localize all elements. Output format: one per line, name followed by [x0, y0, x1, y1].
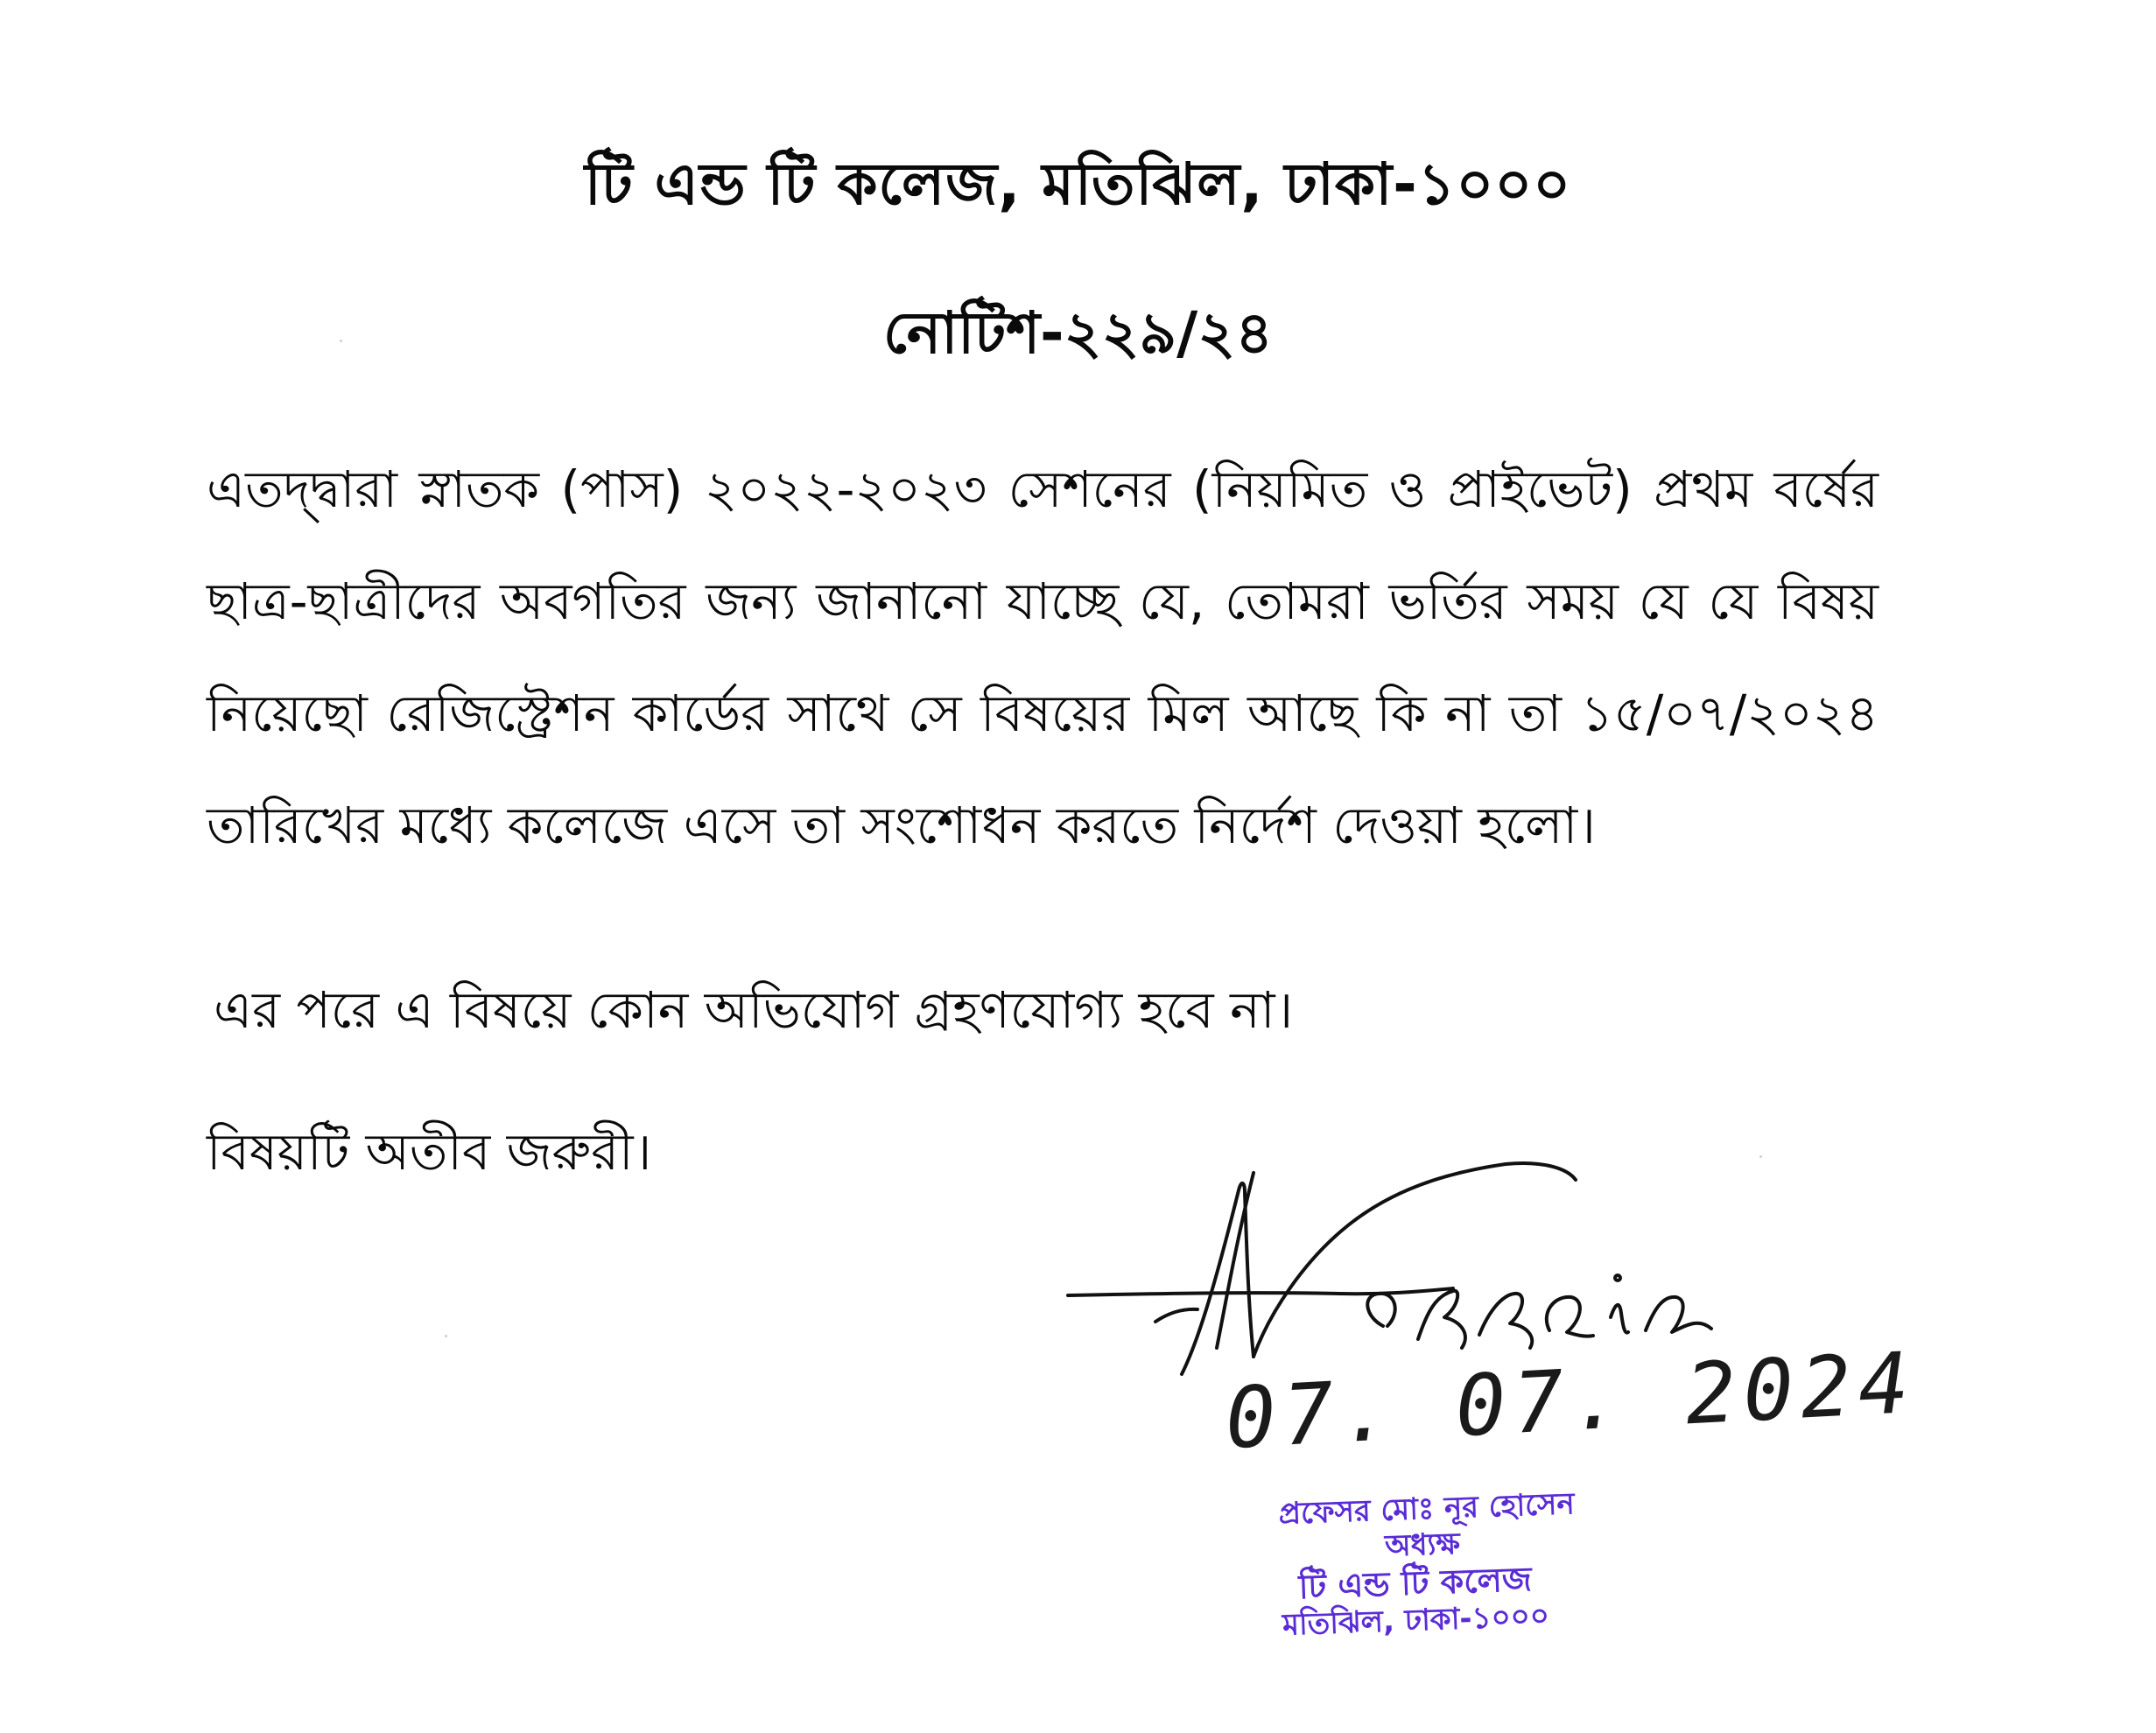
- college-title: টি এন্ড টি কলেজ, মতিঝিল, ঢাকা-১০০০: [584, 151, 1572, 218]
- notice-tail-line: এর পরে এ বিষয়ে কোন অভিযোগ গ্রহণযোগ্য হবে না।: [214, 980, 1294, 1040]
- signature-date: 07. 07. 2024: [1223, 1333, 1919, 1468]
- stamp-name: প্রফেসর মোঃ নূর হোসেন: [1278, 1486, 1576, 1532]
- notice-paragraph: এতদ্দ্বারা স্নাতক (পাস) ২০২২-২০২৩ সেশনের (নিয়মিত ও প্রাইভেট) প্রথম বর্ষের ছাত্র-ছাত্রীদের অবগতির জন্য জানানো যাচ্ছে যে, তোমরা ভর্তির সময় যে যে বিষয় নিয়েছো রেজিস্ট্রেশন কার্ডের সাথে সে বিষয়ের মিল আছে কি না তা ১৫/০৭/২০২৪ তারিখের মধ্যে কলেজে এসে তা সংশোধন করতে নির্দেশ দেওয়া হলো।: [207, 460, 1879, 855]
- notice-body: [207, 433, 1879, 881]
- urgent-line: বিষয়টি অতীব জরুরী।: [207, 1122, 652, 1182]
- scan-speck: [445, 1335, 447, 1337]
- principal-stamp: [1278, 1482, 1721, 1644]
- stamp-institution: টি এন্ড টি কলেজ: [1297, 1559, 1533, 1606]
- scan-speck: [1759, 1155, 1762, 1158]
- stamp-designation: অধ্যক্ষ: [1384, 1526, 1461, 1564]
- notice-number: নোটিশ-২২৯/২৪: [882, 299, 1274, 367]
- stamp-address: মতিঝিল, ঢাকা-১০০০: [1282, 1598, 1550, 1644]
- scan-speck: [340, 340, 342, 342]
